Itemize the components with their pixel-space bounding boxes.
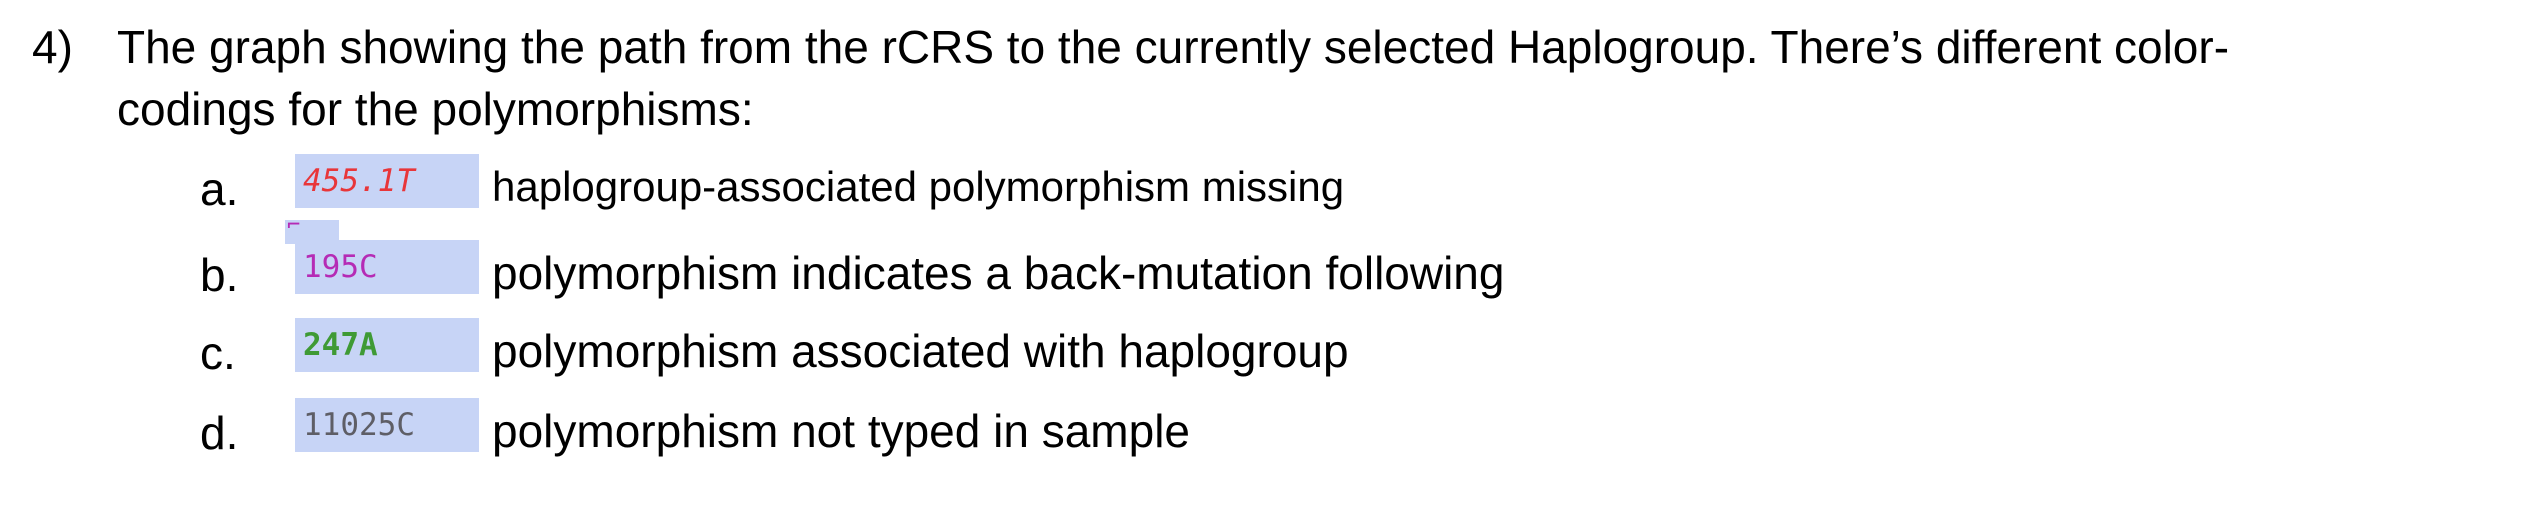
legend-description: polymorphism indicates a back-mutation following	[492, 247, 1505, 299]
polymorphism-chip-not-typed: 11025C	[295, 398, 479, 452]
polymorphism-chip-associated: 247A	[295, 318, 479, 372]
paragraph-line-2: codings for the polymorphisms:	[117, 83, 754, 135]
list-item-number: 4)	[32, 21, 73, 73]
legend-item-not-typed	[0, 394, 2544, 472]
legend-description: haplogroup-associated polymorphism missing	[492, 163, 1345, 210]
legend-item-back-mutation	[0, 213, 2544, 314]
legend-letter: b.	[200, 249, 239, 301]
legend-description: polymorphism associated with haplogroup	[492, 325, 1349, 377]
legend-letter: c.	[200, 327, 236, 379]
legend-letter: d.	[200, 407, 239, 459]
legend-item-associated	[0, 314, 2544, 392]
polymorphism-chip-missing: 455.1T	[295, 154, 479, 208]
legend-item-missing	[0, 150, 2544, 228]
paragraph-line-1: The graph showing the path from the rCRS to the currently selected Haplogroup. There’s different color-	[117, 21, 2230, 73]
legend-description: polymorphism not typed in sample	[492, 405, 1190, 457]
back-mutation-marker-icon: ⌐	[287, 213, 301, 238]
legend-letter: a.	[200, 163, 239, 215]
polymorphism-chip-back-mutation: 195C	[295, 240, 479, 294]
